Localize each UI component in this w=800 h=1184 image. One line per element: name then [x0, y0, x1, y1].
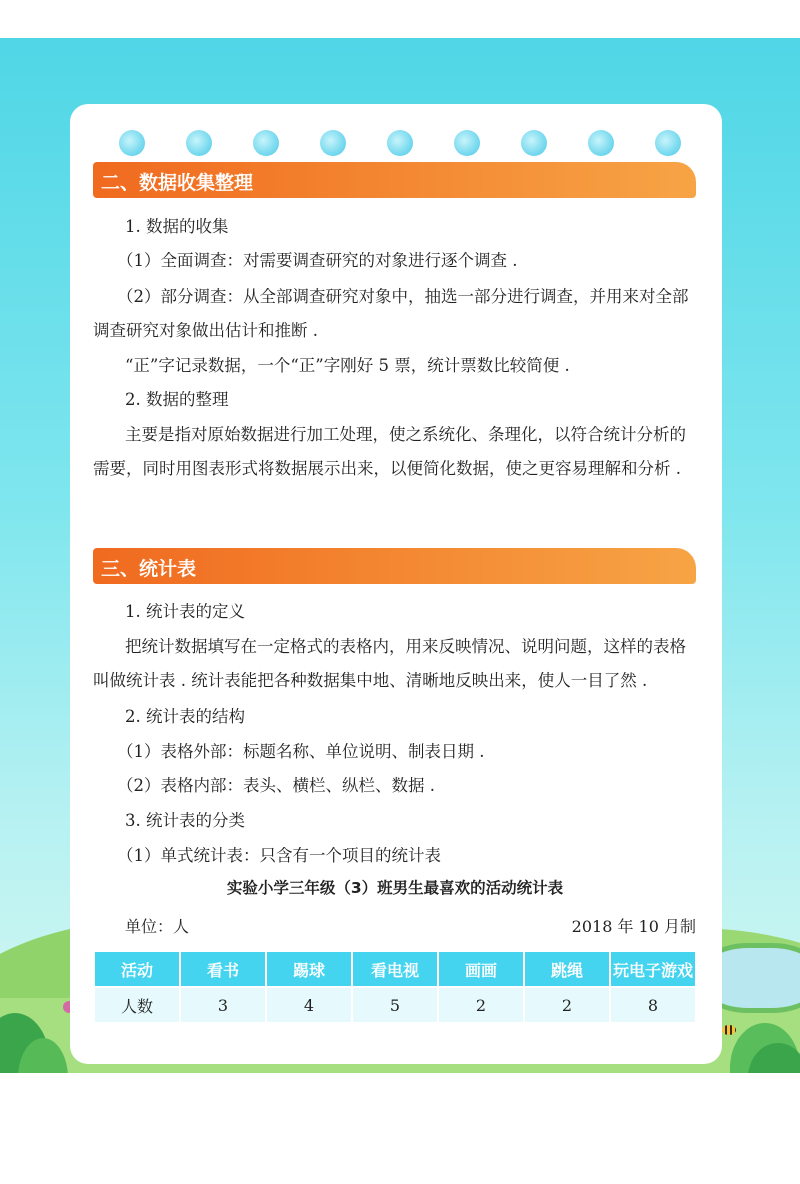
table-cell: 3 [180, 987, 266, 1023]
table-header-cell: 跳绳 [524, 951, 610, 987]
bee-icon [722, 1025, 736, 1035]
binder-ring-icon [253, 130, 279, 156]
table-unit: 单位：人 [125, 917, 190, 936]
binder-ring-icon [320, 130, 346, 156]
paragraph: 主要是指对原始数据进行加工处理，使之系统化、条理化，以符合统计分析的需要，同时用图表形式将数据展示出来，以便简化数据，使之更容易理解和分析 . [93, 425, 686, 478]
table-header-cell: 画画 [438, 951, 524, 987]
table-header-cell: 看电视 [352, 951, 438, 987]
section-header [93, 162, 696, 198]
paragraph: 1. 统计表的定义 [125, 602, 245, 621]
table-title: 实验小学三年级（3）班男生最喜欢的活动统计表 [226, 879, 564, 897]
binder-ring-icon [588, 130, 614, 156]
paragraph: （2）表格内部：表头、横栏、纵栏、数据 . [117, 776, 435, 795]
table-cell: 人数 [94, 987, 180, 1023]
paragraph: 3. 统计表的分类 [125, 811, 245, 830]
section-title: 三、统计表 [101, 558, 197, 580]
table-header-cell: 玩电子游戏 [610, 951, 696, 987]
binder-ring-icon [186, 130, 212, 156]
table-cell: 8 [610, 987, 696, 1023]
table-cell: 4 [266, 987, 352, 1023]
table-header-cell: 看书 [180, 951, 266, 987]
paragraph: （2）部分调查：从全部调查研究对象中，抽选一部分进行调查，并用来对全部调查研究对象做出估计和推断 . [93, 287, 689, 340]
table-header-cell: 活动 [94, 951, 180, 987]
section-header [93, 548, 696, 584]
table-row [94, 987, 696, 1023]
section-title: 二、数据收集整理 [101, 172, 254, 194]
binder-ring-icon [454, 130, 480, 156]
table-header-cell: 踢球 [266, 951, 352, 987]
paragraph: 2. 统计表的结构 [125, 707, 245, 726]
paragraph: （1）全面调查：对需要调查研究的对象进行逐个调查 . [117, 251, 518, 270]
paragraph: 2. 数据的整理 [125, 390, 229, 409]
paragraph: 把统计数据填写在一定格式的表格内，用来反映情况、说明问题，这样的表格叫做统计表 . 统计表能把各种数据集中地、清晰地反映出来，使人一目了然 . [93, 637, 686, 690]
paragraph: （1）表格外部：标题名称、单位说明、制表日期 . [117, 742, 485, 761]
paragraph: “正”字记录数据，一个“正”字刚好 5 票，统计票数比较简便 . [125, 356, 570, 375]
table-cell: 5 [352, 987, 438, 1023]
binder-ring-icon [387, 130, 413, 156]
table-date: 2018 年 10 月制 [571, 917, 696, 936]
binder-ring-icon [521, 130, 547, 156]
paragraph: （1）单式统计表：只含有一个项目的统计表 [117, 846, 441, 865]
binder-ring-icon [655, 130, 681, 156]
binder-ring-icon [119, 130, 145, 156]
table-cell: 2 [438, 987, 524, 1023]
table-cell: 2 [524, 987, 610, 1023]
table-header-row [94, 951, 696, 987]
statistics-table [93, 950, 697, 1024]
paragraph: 1. 数据的收集 [125, 217, 229, 236]
